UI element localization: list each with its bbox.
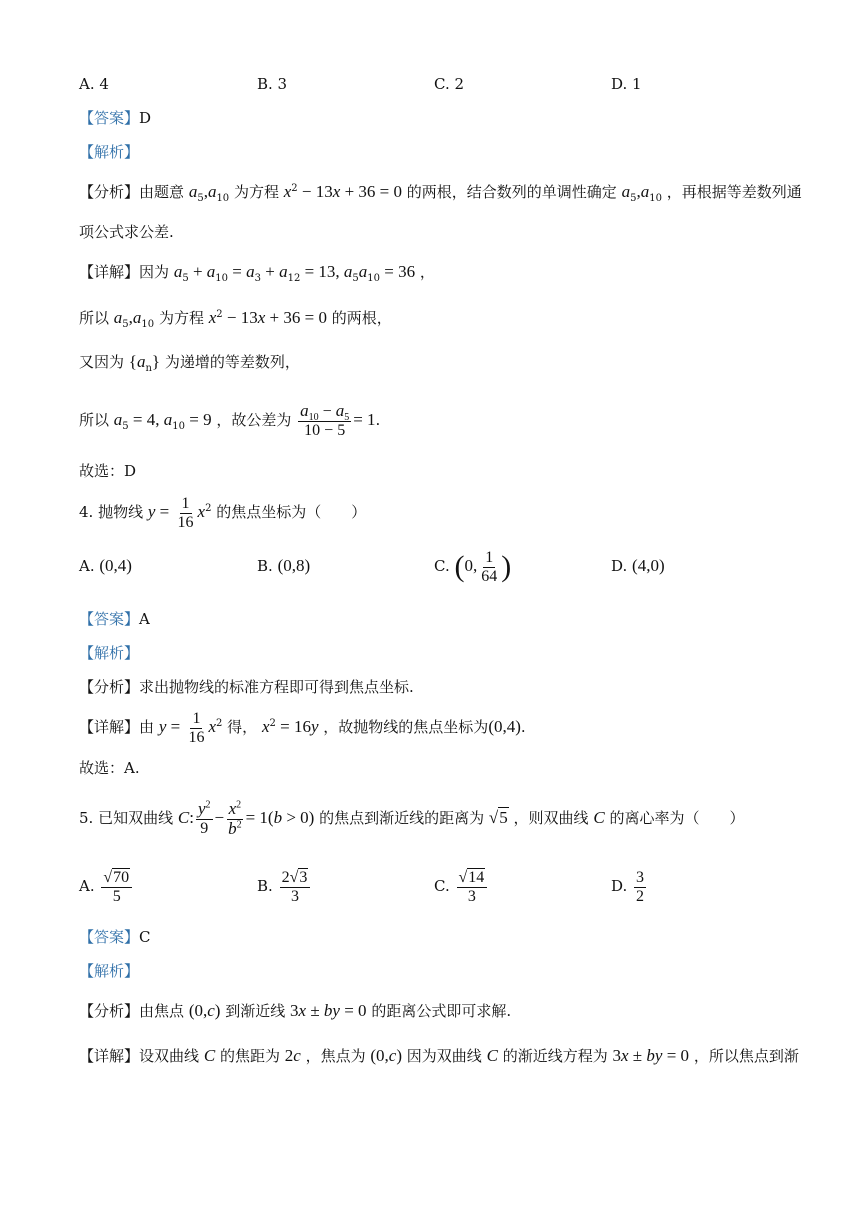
q5-stem: 5. 已知双曲线 C: $\frac{y^2}{9}$ − $\frac{x^2}{b^2}$ = 1(b > 0) 的焦点到渐近线的距离为 √5 ，则双曲线 C 的离心率为（ ） [79,798,745,838]
q4-choose: 故选：A. [79,759,140,777]
q3-option-c: C. 2 [434,75,465,93]
q5-option-b: B. $\frac{2√3}{3}$ [257,864,312,908]
q4-stem: 4. 抛物线 y = $\frac{1}{16}$ $x^2$ 的焦点坐标为（ ） [79,494,367,531]
q5-analysis-label: 【解析】 [79,962,140,980]
q5-option-c: C. $\frac{√14}{3}$ [434,864,489,908]
q3-line-a: 所以 $a_5,a_{10}$ 为方程 $x^2 - 13x + 36 = 0$ 的两根， [79,308,392,330]
q5-detail: 【详解】设双曲线 C 的焦距为 2c ，焦点为 (0,c) 因为双曲线 C 的渐近线方程为 3x ± by = 0 ，所以焦点到渐 [79,1046,799,1065]
q5-answer: 【答案】C [79,928,151,946]
q4-fenxi: 【分析】求出抛物线的标准方程即可得到焦点坐标. [79,678,414,696]
q3-option-b: B. 3 [257,75,288,93]
q4-option-b: B. (0,8) [257,556,311,575]
q3-answer: 【答案】D [79,109,152,127]
q5-option-a: A. $\frac{√70}{5}$ [79,864,134,908]
q3-fenxi-line2: 项公式求公差. [79,223,174,241]
q3-fenxi-line1: 【分析】由题意 $a_5,a_{10}$ 为方程 $x^2 - 13x + 36 = 0$ 的两根，结合数列的单调性确定 $a_5,a_{10}$ ，再根据等差数列通 [79,182,802,204]
q4-option-c: C. (0, $\frac{1}{64}$ ) [434,548,512,585]
q4-option-a: A. (0,4) [79,556,132,575]
q3-line-c: 所以 $a_5 = 4$, $a_{10} = 9$ ，故公差为 $\frac{a_{10} - a_5}{10 - 5}$ = 1. [79,401,381,439]
q4-answer: 【答案】A [79,610,150,628]
q3-choose: 故选：D [79,462,137,480]
q3-option-a: A. 4 [79,75,109,93]
q4-option-d: D. (4,0) [611,556,665,575]
q4-detail: 【详解】由 y = $\frac{1}{16}$ $x^2$ 得， $x^2 = 16y$ ，故抛物线的焦点坐标为(0,4). [79,709,526,746]
q3-line-b: 又因为 $\{a_n\}$ 为递增的等差数列， [79,352,300,374]
q4-analysis-label: 【解析】 [79,644,140,662]
q3-option-d: D. 1 [611,75,642,93]
q3-analysis-label: 【解析】 [79,143,140,161]
q5-fenxi: 【分析】由焦点 (0,c) 到渐近线 3x ± by = 0 的距离公式即可求解. [79,1001,512,1020]
q3-detail-line1: 【详解】因为 $a_5 + a_{10} = a_3 + a_{12} = 13$, $a_5a_{10} = 36$ ， [79,262,435,284]
q5-option-d: D. $\frac{3}{2}$ [611,868,645,905]
